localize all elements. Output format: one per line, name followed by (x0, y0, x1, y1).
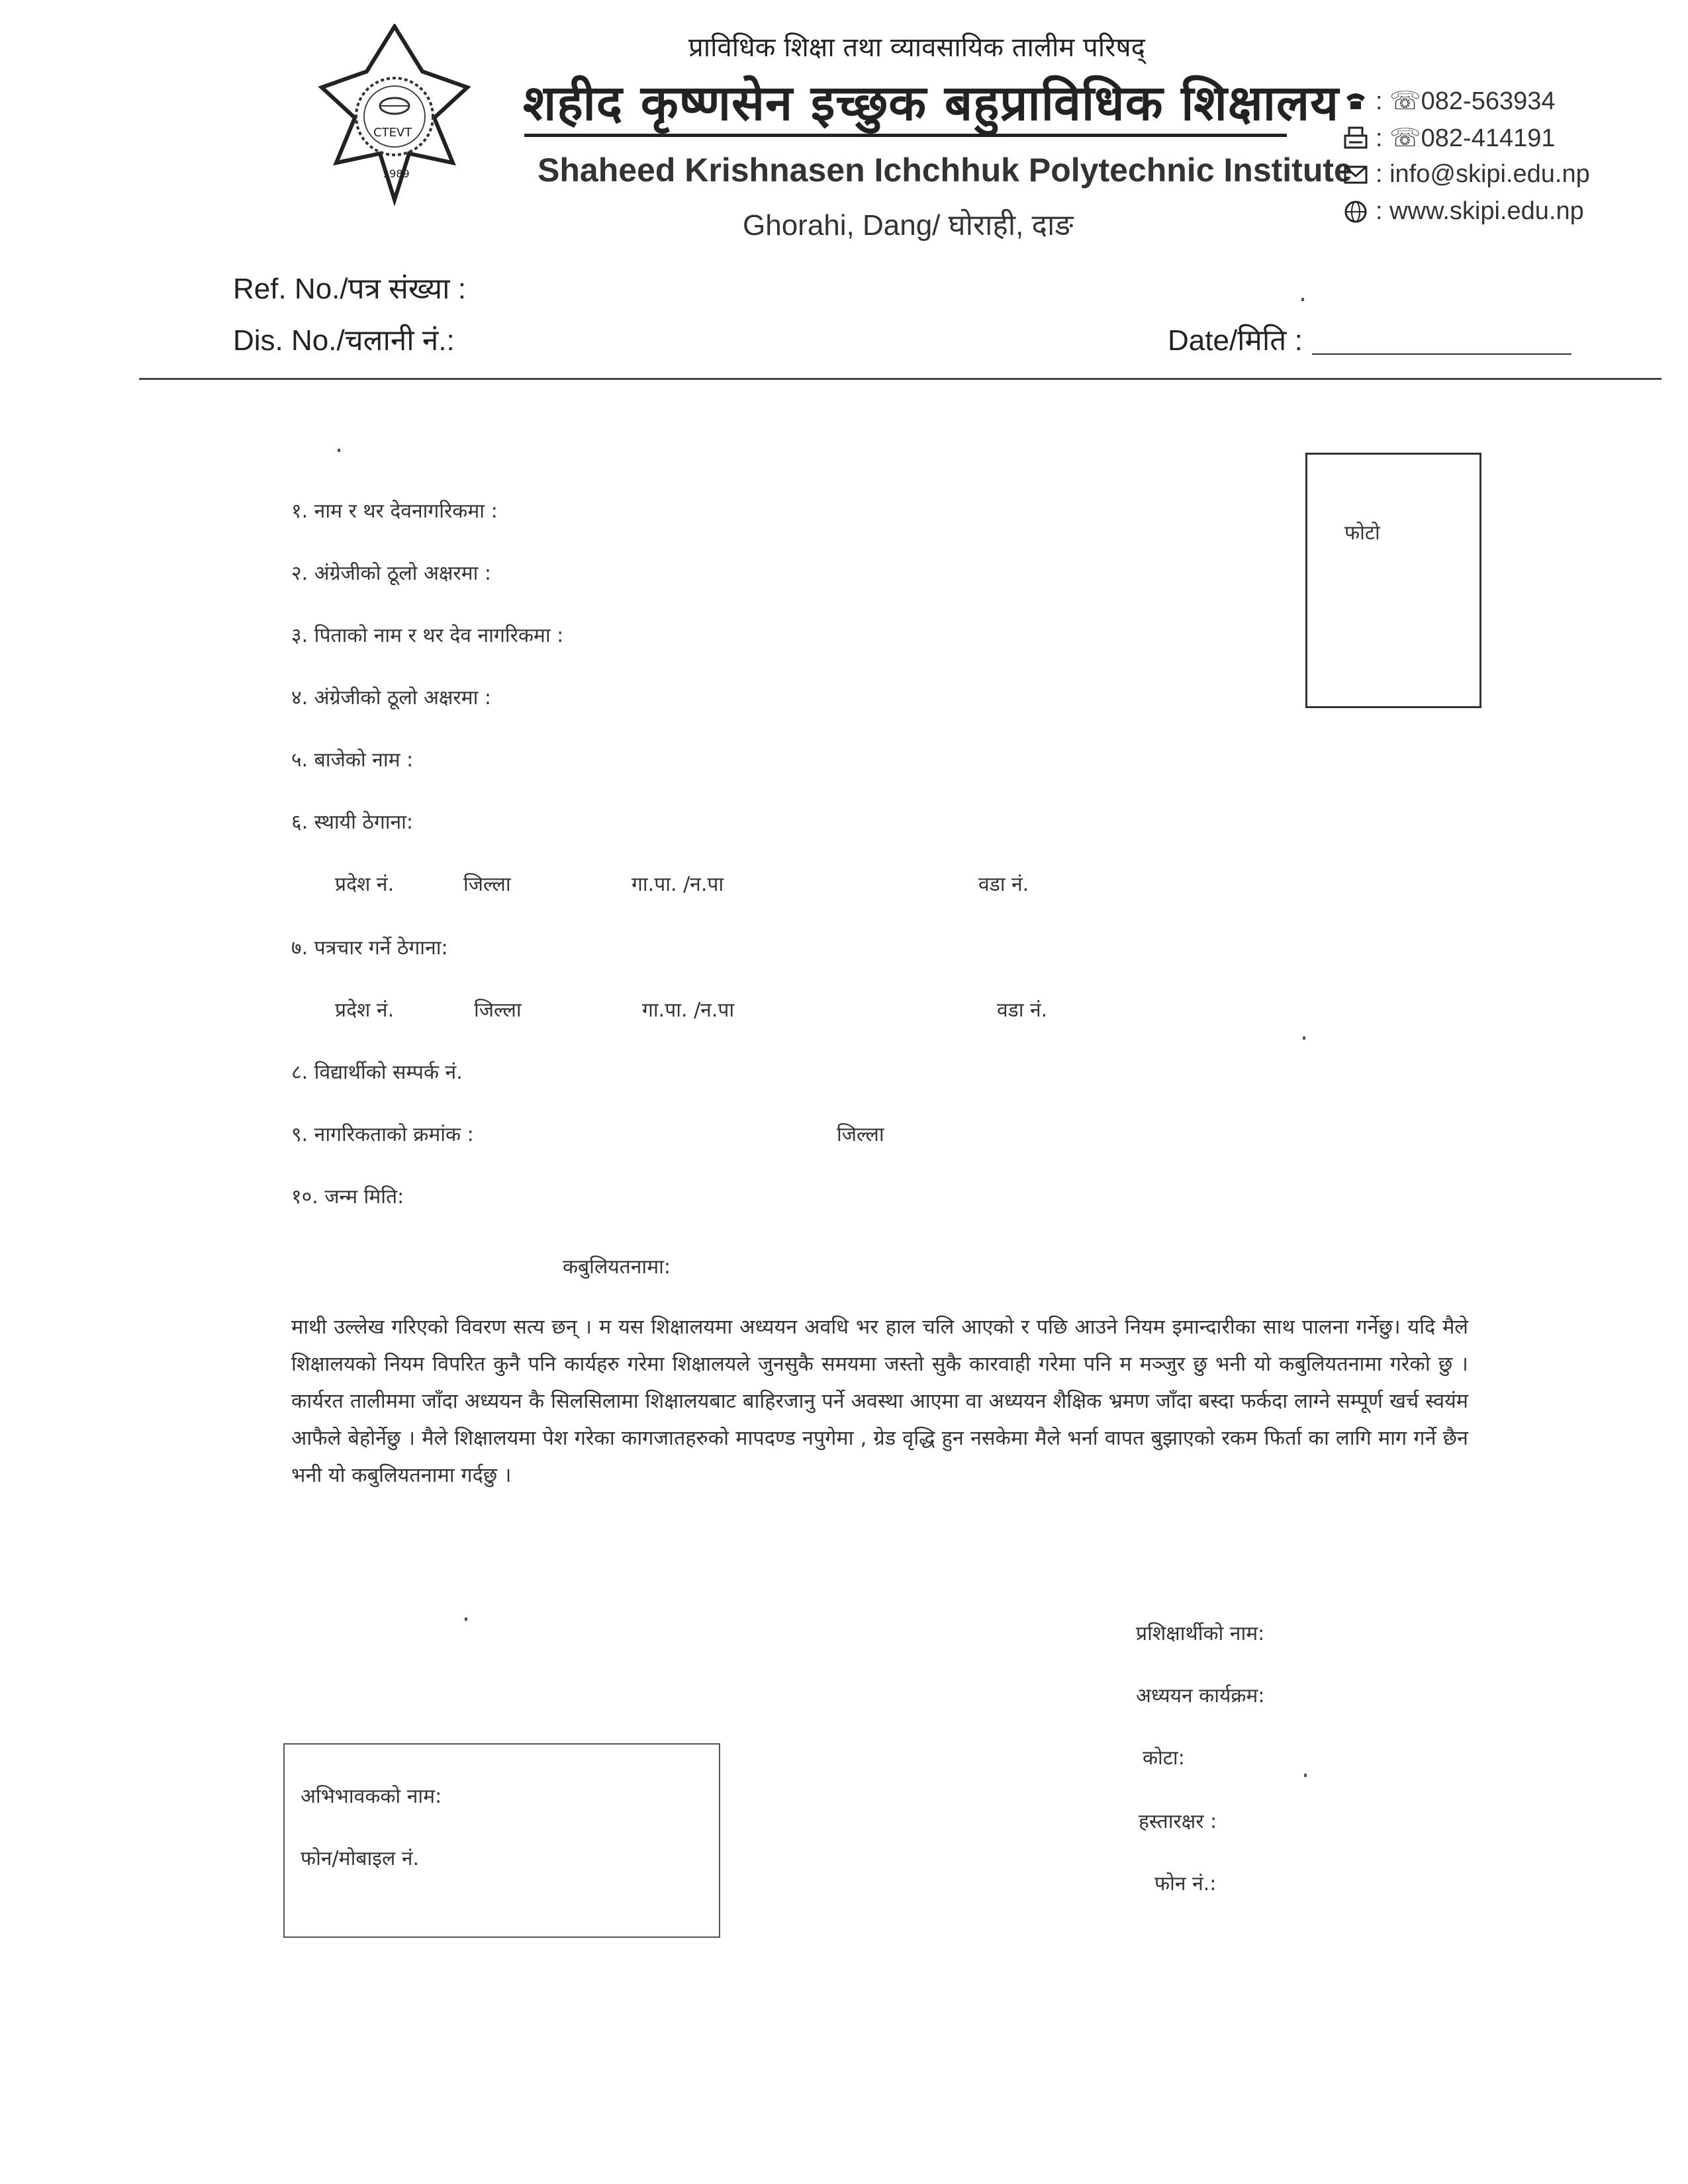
permanent-ward: वडा नं. (978, 873, 1029, 896)
ref-no-label: Ref. No./पत्र संख्या : (233, 273, 466, 305)
header-divider (139, 378, 1662, 380)
correspondence-municipality: गा.पा. /न.पा (642, 999, 735, 1022)
trainee-name-label: प्रशिक्षार्थीको नाम: (1136, 1622, 1265, 1645)
scan-speck (338, 449, 340, 452)
trainee-phone-label: फोन नं.: (1154, 1872, 1217, 1895)
contact-email (1342, 160, 1590, 189)
fax-icon (1342, 125, 1369, 152)
contact-fax (1342, 123, 1556, 153)
scan-speck (1301, 298, 1304, 301)
council-name: प्राविधिक शिक्षा तथा व्यावसायिक तालीम परिषद् (688, 32, 1145, 63)
svg-text:CTEVT: CTEVT (373, 126, 412, 140)
permanent-municipality: गा.पा. /न.पा (632, 873, 724, 896)
field-correspondence-address: ७. पत्रचार गर्ने ठेगाना: (291, 936, 448, 960)
correspondence-province: प्रदेश नं. (335, 999, 395, 1022)
telephone-icon (1342, 88, 1369, 114)
institute-location: Ghorahi, Dang/ घोराही, दाङ (743, 209, 1074, 242)
contact-fax-text: : ☏082-414191 (1376, 124, 1556, 152)
field-citizenship-number: ९. नागरिकताको क्रमांक : (291, 1123, 474, 1146)
dis-no-label: Dis. No./चलानी नं.: (233, 324, 455, 357)
svg-text:1989: 1989 (383, 167, 410, 180)
contact-website (1342, 197, 1584, 226)
field-date-of-birth: १०. जन्म मिति: (291, 1185, 404, 1208)
signature-label: हस्तारक्षर : (1139, 1810, 1217, 1833)
declaration-title: कबुलियतनामा: (563, 1255, 671, 1279)
field-name-english: २. अंग्रेजीको ठूलो अक्षरमा : (291, 562, 492, 585)
contact-phone (1342, 86, 1556, 116)
guardian-phone-label: फोन/मोबाइल नं. (301, 1847, 420, 1870)
scan-speck (1303, 1036, 1305, 1040)
field-permanent-address: ६. स्थायी ठेगाना: (291, 811, 414, 834)
field-father-name-devanagari: ३. पिताको नाम र थर देव नागरिकमा : (291, 624, 564, 647)
permanent-district: जिल्ला (463, 873, 511, 896)
correspondence-ward: वडा नं. (997, 999, 1048, 1022)
study-program-label: अध्ययन कार्यक्रम: (1136, 1684, 1265, 1707)
contact-website-text: : www.skipi.edu.np (1376, 197, 1584, 225)
photo-label: फोटो (1344, 522, 1380, 545)
globe-icon (1342, 199, 1369, 225)
field-father-name-english: ४. अंग्रेजीको ठूलो अक्षरमा : (291, 686, 492, 709)
field-student-contact: ८. विद्यार्थीको सम्पर्क नं. (291, 1061, 463, 1084)
citizenship-district: जिल्ला (837, 1123, 884, 1146)
field-name-devanagari: १. नाम र थर देवनागरिकमा : (291, 500, 498, 523)
correspondence-district: जिल्ला (474, 999, 522, 1022)
ctevt-star-emblem-icon (316, 24, 473, 206)
institute-name-underline (524, 134, 1287, 137)
institute-name-nepali: शहीद कृष्णसेन इच्छुक बहुप्राविधिक शिक्षालय (523, 75, 1340, 132)
guardian-name-label: अभिभावकको नाम: (301, 1785, 442, 1808)
photo-box[interactable] (1305, 453, 1481, 708)
quota-label: कोटा: (1143, 1747, 1185, 1770)
guardian-box (283, 1743, 720, 1938)
envelope-icon (1342, 161, 1369, 188)
scan-speck (465, 1617, 467, 1621)
contact-phone-text: : ☏082-563934 (1376, 87, 1556, 115)
date-line[interactable] (1312, 353, 1571, 355)
permanent-province: प्रदेश नं. (335, 873, 395, 896)
date-label: Date/मिति : (1168, 324, 1303, 357)
ctevt-logo (316, 24, 473, 206)
declaration-text: माथी उल्लेख गरिएको विवरण सत्य छन् । म यस शिक्षालयमा अध्ययन अवधि भर हाल चलि आएको र पछि आउने नियम इमान्दारीका साथ पालना गर्नेछु। यदि मैले शिक्षालयको नियम विपरित कुनै पनि कार्यहरु गरेमा शिक्षालयले जुनसुकै समयमा जस्तो सुकै कारवाही गरेमा पनि म मञ्जुर छु भनी यो कबुलियतनामा गरेको छु । कार्यरत तालीममा जाँदा अध्ययन कै सिलसिलामा शिक्षालयबाट बाहिरजानु पर्ने अवस्था आएमा वा अध्ययन शैक्षिक भ्रमण जाँदा बस्दा फर्कदा लाग्ने सम्पूर्ण खर्च स्वयंम आफैले बेहोर्नेछु । मैले शिक्षालयमा पेश गरेका कागजातहरुको मापदण्ड नपुगेमा , ग्रेड वृद्धि हुन नसकेमा मैले भर्ना वापत बुझाएको रकम फिर्ता का लागि माग गर्ने छैन भनी यो कबुलियतनामा गर्दछु । (291, 1316, 1468, 1487)
scan-speck (1304, 1774, 1307, 1777)
field-grandfather-name: ५. बाजेको नाम : (291, 749, 414, 772)
contact-email-text: : info@skipi.edu.np (1376, 160, 1590, 188)
institute-name-english: Shaheed Krishnasen Ichchhuk Polytechnic Institute (538, 152, 1352, 189)
